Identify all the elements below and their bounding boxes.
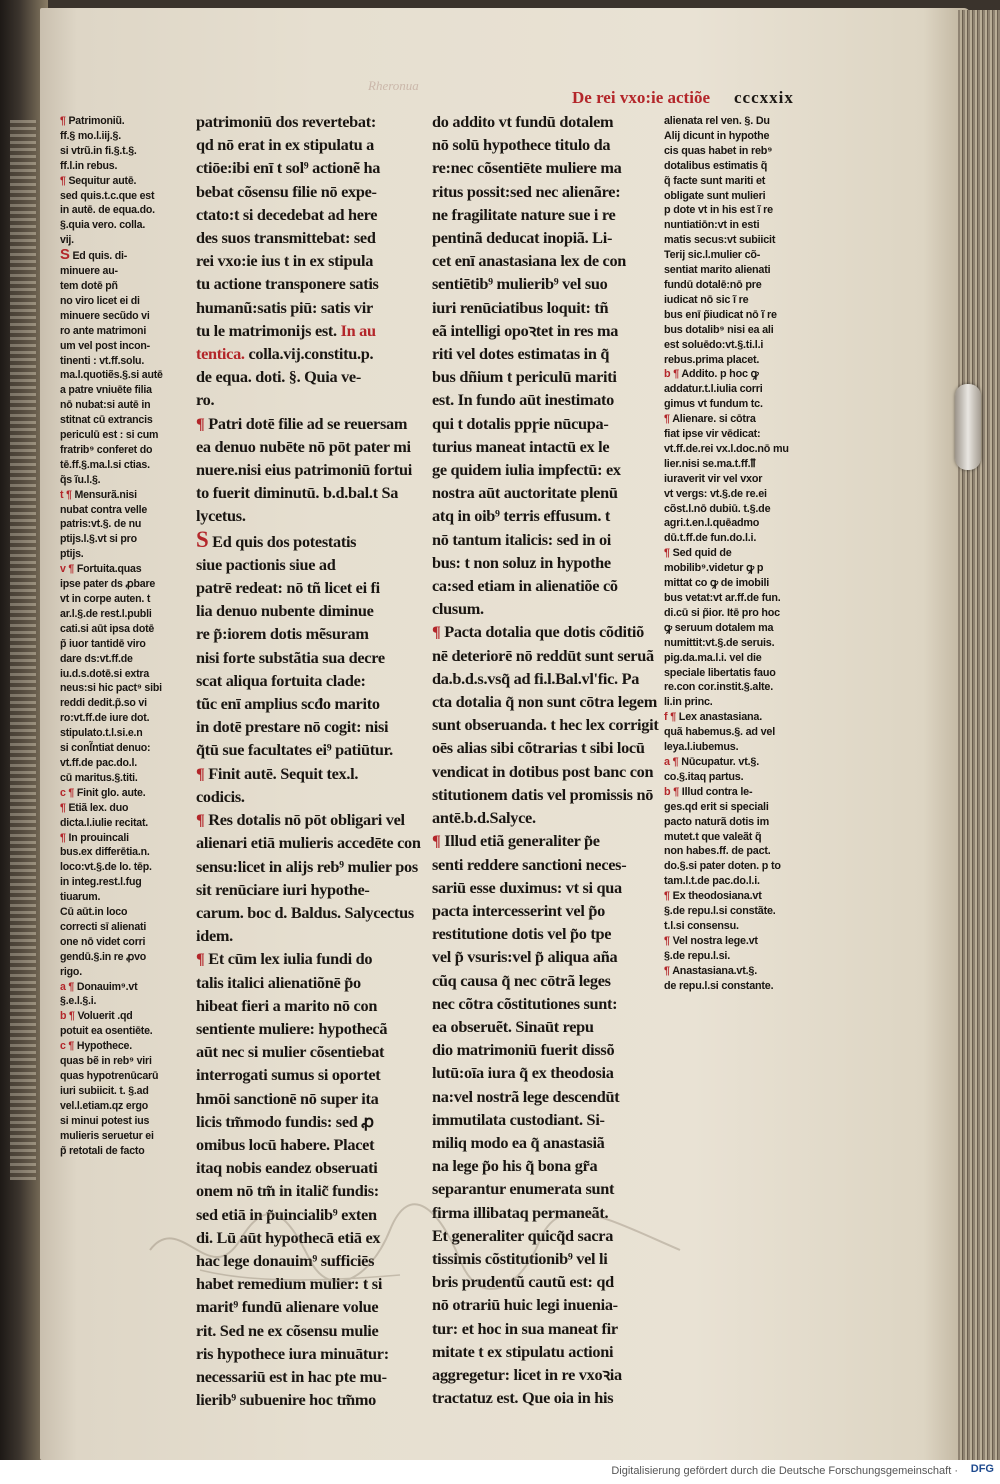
text-line: bus.ex differētia.n. [60,846,150,859]
text-line: bus: t non soluz in hypothe [432,552,611,572]
text-line: humanũ:satis piū: satis vir [196,297,373,317]
text-line: di. Lū aūt hypothecā etiā ex [196,1227,381,1247]
text-line: ptijs. [60,548,84,561]
text-line: vt.ff.de.rei vx.l.doc.nō mu [664,442,789,455]
text-line: rit. Sed ne ex cõsensu mulie [196,1320,379,1340]
text-line: quas bẽ in reb⁹ viri [60,1055,152,1068]
text-line: cta dotalia q̃ non sunt cōtra legem [432,692,657,712]
text-line: carum. boc d. Baldus. Salycectus [196,902,414,922]
text-line: agri.t.en.l.quēadmo [664,517,760,530]
text-line: idem. [196,926,233,946]
text-line: vel.l.etiam.qz ergo [60,1099,149,1112]
text-line: tē.ff.§.ma.l.si ctias. [60,458,150,471]
text-line: ꝙ seruum dotalem ma [664,621,774,634]
text-line: dio matrimoniū fuerit dissõ [432,1040,615,1060]
text-line: tu le matrimonijs est. In au [196,320,376,340]
text-line: vij. [60,234,74,247]
text-line: gimus vt fundum tc. [664,398,763,411]
text-line: ro ante matrimoni [60,324,147,337]
text-line: sentiētib⁹ mulierib⁹ vel suo [432,274,608,294]
text-line: a patre vniuēte filia [60,384,152,397]
text-line: pacta intercesserint vel p̃o [432,900,605,920]
text-line: alienata rel ven. §. Du [664,115,770,127]
text-line: est. In fundo aūt inestimato [432,390,615,410]
text-line: atq in oib⁹ terris effusum. t [432,506,610,526]
text-line: cū maritus.§.titi. [60,771,138,784]
text-line: Terij sic.l.mulier cõ- [664,249,761,262]
main-text-column-2 [432,110,664,1408]
text-line: non habes.ff. de pact. [664,845,771,858]
text-line: vt vergs: vt.§.de re.ei [664,487,767,500]
text-line: bris prudentũ cautũ est: qd [432,1272,614,1292]
text-line: stipulato.t.l.si.e.n [60,727,143,740]
text-line: ea denuo nubēte nō pōt pater mi [196,436,411,456]
text-line: ¶ Et cūm lex iulia fundi do [196,949,373,969]
text-line: nō tantum italicis: sed in oi [432,529,612,549]
text-line: um vel post incon- [60,339,150,352]
text-line: fundū dotalē:nō pre [664,278,762,291]
text-line: dicta.l.iulie recitat. [60,816,149,829]
text-line: clusum. [432,599,484,619]
text-line: to fuerit diminutū. b.d.bal.t Sa [196,483,399,503]
text-line: obligate sunt mulieri [664,189,766,202]
text-line: quã habemus.§. ad vel [664,726,776,739]
page-clip [955,384,981,470]
text-line: correcti sī alienati [60,920,147,933]
text-line: b ¶ Addito. p hoc ꝙ [664,368,759,381]
text-line: loco:vt.§.de lo. tēp. [60,861,152,874]
text-line: ¶ Alienare. si cōtra [664,413,756,426]
text-line: iuraverit vir vel vxor [664,472,763,485]
text-line: v ¶ Fortuita.quas [60,563,142,576]
text-line: di.cū si p̃ior. Itē pro hoc [664,606,780,619]
text-line: nec cõtra cõstitutiones sunt: [432,993,618,1013]
text-line: oēs alias sibi cõtrarias t sibi locū [432,738,645,758]
text-line: ¶ Illud etiã generaliter p̃e [432,831,600,851]
text-line: ¶ Pacta dotalia que dotis cõditiõ [432,622,644,642]
text-line: necessariū est in hac pte mu- [196,1366,387,1386]
text-line: omibus locū habere. Placet [196,1134,375,1154]
text-line: bus dotalib⁹ nisi ea ali [664,323,774,336]
text-line: ctato:t si decedebat ad here [196,204,378,224]
text-line: sed quis.t.c.que est [60,189,155,202]
gloss-left-column [60,114,192,1174]
text-line: vel p̃ vsuris:vel p̃ aliqua aña [432,947,618,967]
text-line: ¶ Sed quid de [664,547,732,560]
faint-stamp: Rheronua [368,78,419,93]
text-line: nē deteriorē nō reddūt sunt seruã [432,645,654,665]
text-line: mitate t ex stipulatu actioni [432,1341,614,1361]
text-line: ctiōe:ibi enī t sol⁹ actionẽ ha [196,158,381,178]
text-line: Alij dicunt in hypothe [664,129,770,142]
text-line: a ¶ Nūcupatur. vt.§. [664,755,760,768]
text-line: tractatuz est. Que oia in his [432,1388,614,1408]
text-line: reddi dedit.p̃.so vi [60,697,147,710]
text-line: ro. [196,390,215,410]
text-line: onem nō tm̃ in italic̃ fundis: [196,1181,379,1201]
text-line: speciale libertatis fauo [664,666,776,679]
text-line: p dote vt in his est ĩ re [664,204,773,217]
text-line: ¶ Patri dotē filie ad se reuersam [196,413,408,433]
text-line: siue pactionis siue ad [196,554,336,574]
text-line: p̃ retotali de facto [60,1144,145,1157]
text-line: addatur.t.l.iulia corri [664,383,763,396]
text-line: patris:vt.§. de nu [60,518,142,531]
text-line: ge quidem iulia impfectū: ex [432,460,621,480]
text-line: tam.l.t.de pac.do.l.i. [664,875,760,888]
text-line: patrimoniū dos revertebat: [196,112,377,131]
text-line: ges.qd erit si speciali [664,800,769,813]
text-line: est soluēdo:vt.§.ti.l.i [664,338,764,351]
text-line: neus:si hic pact⁹ sibi [60,682,162,695]
text-line: one nō videt corri [60,935,146,948]
text-line: Et generaliter quicq̃d sacra [432,1225,614,1245]
text-line: vendicat in dotibus post banc con [432,761,654,781]
text-line: cet enī anastasiana lex de con [432,251,627,271]
text-line: f ¶ Lex anastasiana. [664,711,763,724]
text-line: antē.b.d.Salyce. [432,808,536,828]
text-line: stitutionem datis vel promissis nō [432,784,654,804]
text-line: ¶ Ex theodosiana.vt [664,890,762,903]
text-line: tur: et hoc in sua maneat fir [432,1318,618,1338]
text-line: ¶ Etiã lex. duo [60,801,129,814]
text-line: li.in princ. [664,696,713,709]
text-line: lycetus. [196,506,246,526]
text-line: in autē. de equa.do. [60,204,155,217]
text-line: dotalibus estimatis q̃ [664,159,768,172]
text-line: vt in corpe auten. t [60,593,151,605]
text-line: separantur enumerata sunt [432,1179,615,1199]
text-line: minuere secũdo vi [60,309,150,322]
text-line: qd nō erat in ex stipulatu a [196,135,374,155]
text-line: na:vel nostrã lege descendūt [432,1086,620,1106]
dfg-logo: DFG [970,1463,994,1475]
text-line: bus dñium t periculū mariti [432,367,617,387]
text-line: immutilata custodiant. Si- [432,1109,605,1129]
text-line: cati.si aūt ipsa dotē [60,622,155,635]
text-line: gendū.§.in re ꝓvo [60,950,147,963]
text-line: stitnat cū extrancis [60,414,153,427]
text-line: nuntiatiōn:vt in esti [664,219,760,232]
text-line: §.de repu.l.si. [664,949,731,962]
text-line: ¶ In prouincali [60,831,129,844]
text-line: nubat contra velle [60,503,148,516]
text-line: fratrib⁹ conferet do [60,443,153,456]
text-line: tiuarum. [60,891,101,904]
text-line: bus vetat:vt ar.ff.de fun. [664,592,781,604]
text-line: minuere au- [60,265,118,278]
text-line: sentiat marito alienati [664,264,771,277]
text-line: nuere.nisi eius patrimoniū fortui [196,460,412,480]
text-line: restitutione dotis vel p̃o tpe [432,924,612,944]
text-line: sariū esse duximus: vt si qua [432,877,622,897]
text-line: sed etiā in p̃uincialib⁹ exten [196,1204,377,1224]
text-line: qui t dotalis ppɼie nūcupa- [432,413,609,433]
text-line: lia denuo nubente diminue [196,601,374,621]
facing-page-edge [10,120,36,1180]
text-line: itaq nobis eandez obseruati [196,1158,378,1178]
text-line: ar.l.§.de rest.l.publi [60,607,152,620]
text-line: potuit ea osentiēte. [60,1025,153,1038]
text-line: fiat ipse vir vēdicat: [664,428,761,441]
text-line: ¶ Anastasiana.vt.§. [664,964,758,977]
text-line: lierib⁹ subuenire hoc tm̃mo [196,1390,376,1410]
text-line: hibeat fieri a marito nō con [196,995,378,1015]
text-line: ¶ Finit autē. Sequit tex.l. [196,763,359,783]
text-line: talis italici alienatiõnē p̃o [196,972,361,992]
text-line: rigo. [60,965,82,978]
text-line: tũc enī amplius scđo marito [196,694,380,714]
text-line: ritus possit:sed nec alienãre: [432,181,621,201]
text-line: mutet.t que valeãt q̃ [664,830,762,843]
text-line: hmōi sanctionē nō super ita [196,1088,379,1108]
text-line: sunt obseruanda. t hec lex corrigit [432,715,659,735]
text-line: no viro licet ei di [60,294,140,307]
text-line: §.quia vero. colla. [60,219,146,232]
text-line: mobilib⁹.videtur ꝙ p [664,562,764,575]
text-line: eã intelligi opoꝛtet in res ma [432,320,619,340]
text-line: tu actione transponere satis [196,274,379,294]
text-line: hac lege donauim⁹ sufficiēs [196,1250,375,1270]
text-line: b ¶ Illud contra le- [664,785,753,798]
text-line: c ¶ Hypothece. [60,1040,132,1053]
text-line: ro:vt.ff.de iure dot. [60,712,150,725]
text-line: periculū est : si cum [60,429,159,442]
text-line: rei vxo:ie ius t in ex stipula [196,251,374,271]
text-line: ff.l.in rebus. [60,159,118,172]
text-line: codicis. [196,786,245,806]
text-line: bus enī p̃iudicat nō ĩ re [664,308,777,321]
text-line: ptijs.l.§.vt si pro [60,533,137,546]
text-line: riti vel dotes estimatas in q̃ [432,344,610,364]
text-line: cis quas habet in reb⁹ [664,144,773,157]
text-line: de equa. doti. §. Quia ve- [196,367,361,387]
text-line: in dotē prestare nō cogit: nisi [196,717,389,737]
text-line: §.de repu.l.si constãte. [664,905,776,918]
text-line: si conſ̃ntiat denuo: [60,742,151,755]
text-line: ma.l.quotiẽs.§.si autē [60,369,163,382]
text-line: ff.§ mo.l.iij.§. [60,129,121,142]
text-line: ¶ Vel nostra lege.vt [664,934,758,947]
text-line: patrē redeat: nō tñ licet ei fi [196,578,380,598]
text-line: iu.d.s.dotē.si extra [60,667,150,680]
text-line: habet remedium mulier: t si [196,1274,383,1294]
text-line: aūt nec si mulier cõsentiebat [196,1042,385,1062]
text-line: p̃ iuor tantidē viro [60,637,146,650]
text-line: scat aliqua fortuita clade: [196,670,366,690]
text-line: ¶ Patrimoniũ. [60,115,125,127]
text-line: nō otrariū huic legi inuenia- [432,1295,618,1315]
text-line: re:nec cõsentiēte muliere ma [432,158,622,178]
text-line: §.e.l.§.i. [60,995,97,1008]
text-line: Cū aūt.in loco [60,906,128,919]
text-line: tentica. colla.vij.constitu.p. [196,344,374,364]
text-line: numittit:vt.§.de seruis. [664,636,775,649]
text-line: mittat co ꝙ de imobili [664,577,770,590]
text-line: ¶ Res dotalis nō pōt obligari vel [196,810,405,830]
text-line: lutū:oīa iura q̃ ex theodosia [432,1063,614,1083]
text-line: alienari etiā mulieris accedēte con [196,833,421,853]
text-line: rebus.prima placet. [664,353,760,366]
text-line: lier.nisi se.ma.t.ff.ỻ [664,457,756,470]
folio-number: cccxxix [734,88,794,107]
text-line: sentiente muliere: hypothecã [196,1018,388,1038]
text-line: vt.ff.de pac.do.l. [60,756,138,769]
text-line: ne fragilitate nature sue i re [432,204,616,224]
text-line: t.l.si consensu. [664,919,739,932]
text-line: da.b.d.s.vsq̃ ad fi.l.Bal.vl'fic. Pa [432,668,640,688]
text-line: dū.t.ff.de fun.do.l.i. [664,532,757,545]
text-line: ea obseruẽt. Sinaūt repu [432,1016,594,1036]
text-line: senti reddere sanctioni neces- [432,854,627,874]
text-line: leya.l.iubemus. [664,741,739,754]
text-line: S Ed quis. di- [60,247,128,264]
text-line: tem dotē pñ [60,279,118,292]
text-line: iuri renūciatibus loquit: tñ [432,297,609,317]
text-line: nō solū hypothece titulo da [432,135,611,155]
text-line: iudicat nō sic ĩ re [664,293,749,306]
text-line: quas hypotrenūcarū [60,1070,159,1082]
text-line: des suos transmittebat: sed [196,228,376,248]
text-line: a ¶ Donauim⁹.vt [60,980,138,993]
text-line: q̃s ĩu.l.§. [60,473,101,486]
text-line: si vtrũ.in fi.§.t.§. [60,144,137,157]
text-line: dare ds:vt.ff.de [60,652,133,665]
page-edges [958,10,1000,1460]
text-line: q̃tū sue facultates ei⁹ patiūtur. [196,740,393,760]
text-line: sensu:licet in alijs reb⁹ mulier pos [196,856,418,876]
text-line: si minui potest ius [60,1114,150,1127]
text-line: b ¶ Voluerit .qd [60,1010,133,1023]
text-line: bebat cõsensu filie nō expe- [196,181,377,201]
text-line: de repu.l.si constante. [664,979,774,992]
text-line: co.§.itaq partus. [664,770,744,783]
text-line: iuri subiicit. t. §.ad [60,1084,149,1097]
text-line: re.con cor.instit.§.alte. [664,681,774,694]
text-line: sit renūciare iuri hypothe- [196,879,370,899]
text-line: tinenti : vt.ff.solu. [60,354,145,367]
text-line: nisi forte substãtia sua decre [196,647,385,667]
text-line: do.§.si pater doten. p to [664,860,781,873]
text-line: re p̃:iorem dotis mẽsuram [196,624,369,644]
text-line: c ¶ Finit glo. aute. [60,786,146,799]
faint-handwritten-signature [140,1190,700,1310]
text-line: ris hypothece iura minuātur: [196,1343,389,1363]
text-line: tissimis cõstitutionib⁹ vel li [432,1248,608,1268]
text-line: cõst.l.nō dubiū. t.§.de [664,502,771,515]
text-line: licis tm̃modo fundis: sed ꝓ [196,1111,374,1131]
text-line: ca:sed etiam in alienatiõe cõ [432,576,618,596]
digitization-credit: Digitalisierung gefördert durch die Deutsche Forschungsgemeinschaft · [611,1465,958,1477]
text-line: aggregetur: licet in re vxoꝛia [432,1364,622,1384]
text-line: na lege p̃o his q̃ bona gr̃a [432,1156,598,1176]
gloss-right-column [664,114,822,992]
running-title: De rei vxo:ie actiõe [572,88,710,107]
text-line: t ¶ Mensurã.nisi [60,488,137,501]
text-line: pig.da.ma.l.i. vel die [664,651,762,664]
text-line: q̃ facte sunt mariti et [664,174,766,187]
text-line: pacto naturã dotis im [664,815,769,828]
text-line: nō nubat:si autē in [60,399,151,412]
text-line: firma illibataq permaneãt. [432,1202,609,1222]
text-line: interrogati sumus si oportet [196,1065,381,1085]
text-line: cũq causa q̃ nec cōtrã leges [432,970,611,990]
text-line: S Ed quis dos potestatis [196,526,357,552]
text-line: turius maneat intactū ex le [432,436,610,456]
text-line: matis secus:vt subiicit [664,234,776,247]
text-line: nostra aūt auctoritate plenū [432,483,618,503]
main-text-column-1 [196,110,428,1410]
text-line: pentinã deducat inopiã. Li- [432,228,613,248]
text-line: mulieris seruetur ei [60,1129,154,1142]
text-line: miliq modo ea q̃ anastasiã [432,1132,605,1152]
text-line: do addito vt fundū dotalem [432,112,614,131]
text-line: in integ.rest.l.fug [60,876,142,889]
text-line: ipse pater ds ꝓbare [60,578,156,591]
text-line: ¶ Sequitur autē. [60,174,137,187]
text-line: marit⁹ fundū alienare volue [196,1297,379,1317]
